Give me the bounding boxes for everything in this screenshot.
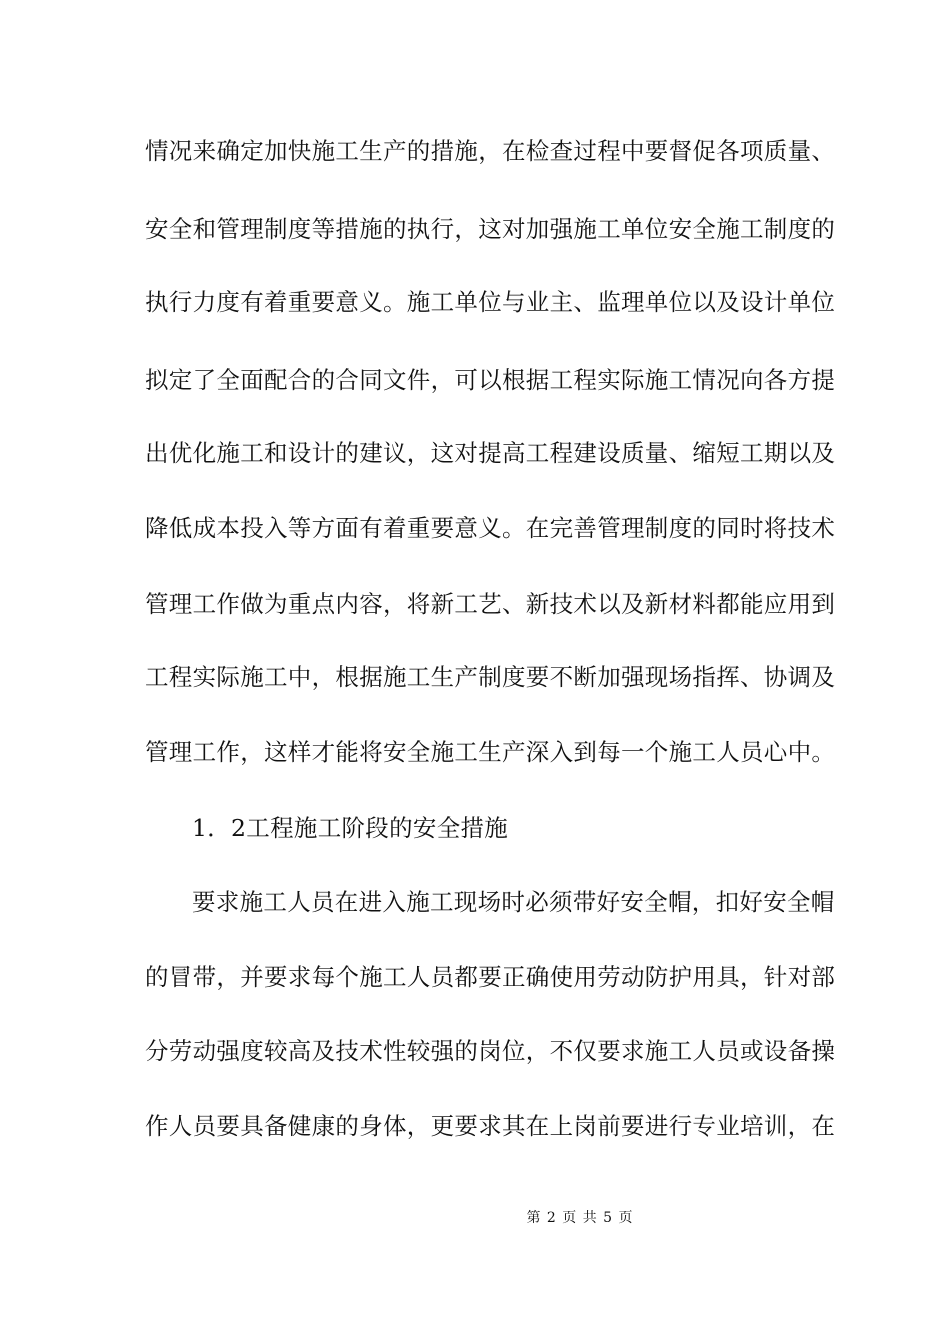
body-text-line: 管理工作，这样才能将安全施工生产深入到每一个施工人员心中。 bbox=[145, 738, 836, 766]
body-text-line: 工程实际施工中，根据施工生产制度要不断加强现场指挥、协调及 bbox=[145, 663, 836, 691]
body-text-line: 执行力度有着重要意义。施工单位与业主、监理单位以及设计单位 bbox=[145, 288, 836, 316]
page-footer: 第 2 页 共 5 页 bbox=[526, 1210, 634, 1226]
section-heading: 1．2工程施工阶段的安全措施 bbox=[192, 814, 509, 842]
body-text-line: 管理工作做为重点内容，将新工艺、新技术以及新材料都能应用到 bbox=[145, 590, 836, 618]
body-text-line: 出优化施工和设计的建议，这对提高工程建设质量、缩短工期以及 bbox=[145, 439, 836, 467]
body-text-line: 分劳动强度较高及技术性较强的岗位，不仅要求施工人员或设备操 bbox=[145, 1037, 836, 1065]
body-text-line: 拟定了全面配合的合同文件，可以根据工程实际施工情况向各方提 bbox=[145, 366, 836, 394]
body-text-line: 降低成本投入等方面有着重要意义。在完善管理制度的同时将技术 bbox=[145, 514, 836, 542]
body-text-line: 情况来确定加快施工生产的措施，在检查过程中要督促各项质量、 bbox=[145, 137, 836, 165]
paragraph-first-line: 要求施工人员在进入施工现场时必须带好安全帽，扣好安全帽 bbox=[192, 888, 835, 916]
body-text-line: 安全和管理制度等措施的执行，这对加强施工单位安全施工制度的 bbox=[145, 215, 836, 243]
body-text-line: 作人员要具备健康的身体，更要求其在上岗前要进行专业培训，在 bbox=[145, 1112, 836, 1140]
body-text-line: 的冒带，并要求每个施工人员都要正确使用劳动防护用具，针对部 bbox=[145, 963, 836, 991]
